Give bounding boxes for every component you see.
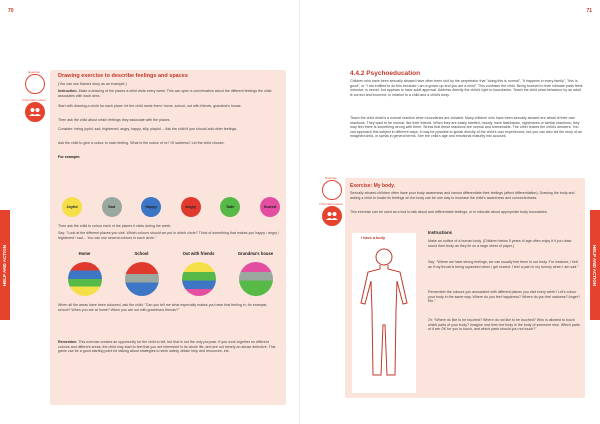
exercise-icon-label: Exercise [28,70,40,74]
section-title: 4.4.2 Psychoeducation [350,70,421,77]
feeling-circle: Sad [102,197,122,217]
box-title: Exercise: My body. [350,183,395,189]
instructions-title: Instructions [428,230,452,235]
say-paragraph: Say: "Look at the different places you visit. Which colours should we put in which circle? Think of something that makes you happy / angry / frightened / sad… You can use several colours in each circle." [58,231,280,240]
side-tab-help-and-action: HELP AND ACTION [590,210,600,320]
consider-paragraph: Consider: being joyful, sad, frightened, angry, happy, silly, playful… Ask the child if you should add other feelings. [58,127,238,131]
colour-paragraph: Ask the child to give a colour to each feeling. What is the colour of xx? Of sadness? Let the child choose. [58,141,225,145]
example-label: For example: [58,155,81,159]
my-body-paragraph-1: Sexually abused children often have poor body awareness and cannot differentiate their feelings (affect differentiation). Drawing the body and asking a child to locate its feelings on the body can be one way to increase the child's awareness and connectedness. [350,191,575,200]
box-subtitle: (You can use Maria's story as an example.) [58,82,127,86]
exercise-icon [25,74,45,94]
place-out-with-friends [173,251,225,296]
places-row [56,251,284,296]
instruction-paragraph: Instruction. Make a drawing of the places a child visits every week. This can open a conversation about the different feelings the child associates with each area. [58,89,272,98]
exercise-icon [322,180,342,200]
place-circle-school [125,262,159,296]
page-number: 71 [586,8,592,14]
body-label: I have a body [361,236,386,240]
my-body-paragraph-2: This exercise can be used as a tool to talk about and differentiate feelings, or to educate about appropriate body boundaries. [350,210,548,214]
information-sheet-icon [322,206,342,226]
place-home [59,251,111,296]
psychoeducation-paragraph-2: Teach the child what is a normal reaction when boundaries are violated. Many children who have been sexually abused are afraid of their own reactions. They want to be normal, like their friends. When they are easily startled, moody, have flashbacks, nightmares or similar reactions, they may feel there is something wrong with them. Stress that these reactions are normal and foreseeable. The other leaves the child's answers. You can approach this subject in different ways. It may be possible to speak directly of the child's own experiences, but you can also tell the story of an imagined child, or speak in general terms. See the child's age and emotional maturity into account. [350,116,582,139]
human-body-outline-icon [356,245,412,385]
information-sheet-icon-label: Information sheet [319,202,343,206]
psychoeducation-paragraph-1: Children who have been sexually abused have often been told by the perpetrator that "doing this is normal", "it happens in every family", "this is good", or "I am entitled to do this because I am a grown-up and you are a child". This confuses the child. Being touched in their intimate parts feels intrusive, is secret, but appears to have adult approval. Address directly the child's right to boundaries. Teach the child what behaviour by an adult is correct and incorrect, in relation to a child and a child's body. [350,79,583,97]
feeling-circle: Angry [181,197,201,217]
instruction-2: Say: "Where we have strong feelings, we can usually feel them in our body. For instance, I feel as if my throat is being squeezed when I get scared. I feel a pain in my tummy when I am sad." [428,260,579,269]
box-title: Drawing exercise to describe feelings and spaces [58,73,188,79]
information-sheet-icon [25,102,45,122]
side-tab-help-and-action: HELP AND ACTION [0,210,10,320]
information-sheet-icon-label: Information sheet [22,98,46,102]
place-circle-home [68,262,102,296]
place-label: School [134,251,149,256]
exercise-icon-label: Exercise [325,176,337,180]
place-grandmas-house [230,251,282,296]
instruction-4: Or: "Where do like to be touched? Where do not like to be touched? Who is allowed to touch which parts of your body? Imagine now then the body is the body of someone else. Which parts of it are OK for you to touch, and which parts should you not touch?" [428,318,580,332]
place-school [116,251,168,296]
instruction-3: Remember the colours you associated with different places you visit every week? Let's colour your body in the same way. Where do you feel happiness? Where do you feel sadness? Anger? Etc." [428,290,580,304]
page-number: 70 [8,8,14,14]
place-label: Grandma's house [237,251,274,256]
place-label: Out with friends [182,251,215,256]
feeling-circle: Happy [141,197,161,217]
start-paragraph: Start with drawing a circle for each place: let the child name them: home, school, out with friends, grandma's house. [58,104,242,108]
feeling-circle: Scared [260,197,280,217]
feeling-circle: Safe [220,197,240,217]
ask-paragraph: Then ask the child about which feelings they associate with the places. [58,118,171,122]
feeling-circle: Joyful [62,197,82,217]
when-paragraph: When all the areas have been coloured, ask the child: "Can you tell me what especially makes you have that feeling in, for example, school? When you are at home? When you are out with grandma's friends?" [58,303,268,312]
remember-paragraph: Remember. This exercise creates an opportunity for the child to tell, but that is not the only purpose. If you work together on different colours and different areas, the child may start to feel that you are interested in its whole life, and are not merely an abuse detective. This game can be a good starting point for talking about strategies to seek safety, obtain help and resources, etc. [58,340,276,354]
paint-paragraph: Then ask the child to colour each of the places it visits during the week. [58,224,172,228]
place-label: Home [78,251,91,256]
place-circle-grandmas-house [239,262,273,296]
instruction-1: Make an outline of a human body. (Children below 5 years of age often enjoy it if you draw round their body as they lie on a large sheet of paper.) [428,239,572,248]
place-circle-out-with-friends [182,262,216,296]
feelings-row [62,197,280,217]
